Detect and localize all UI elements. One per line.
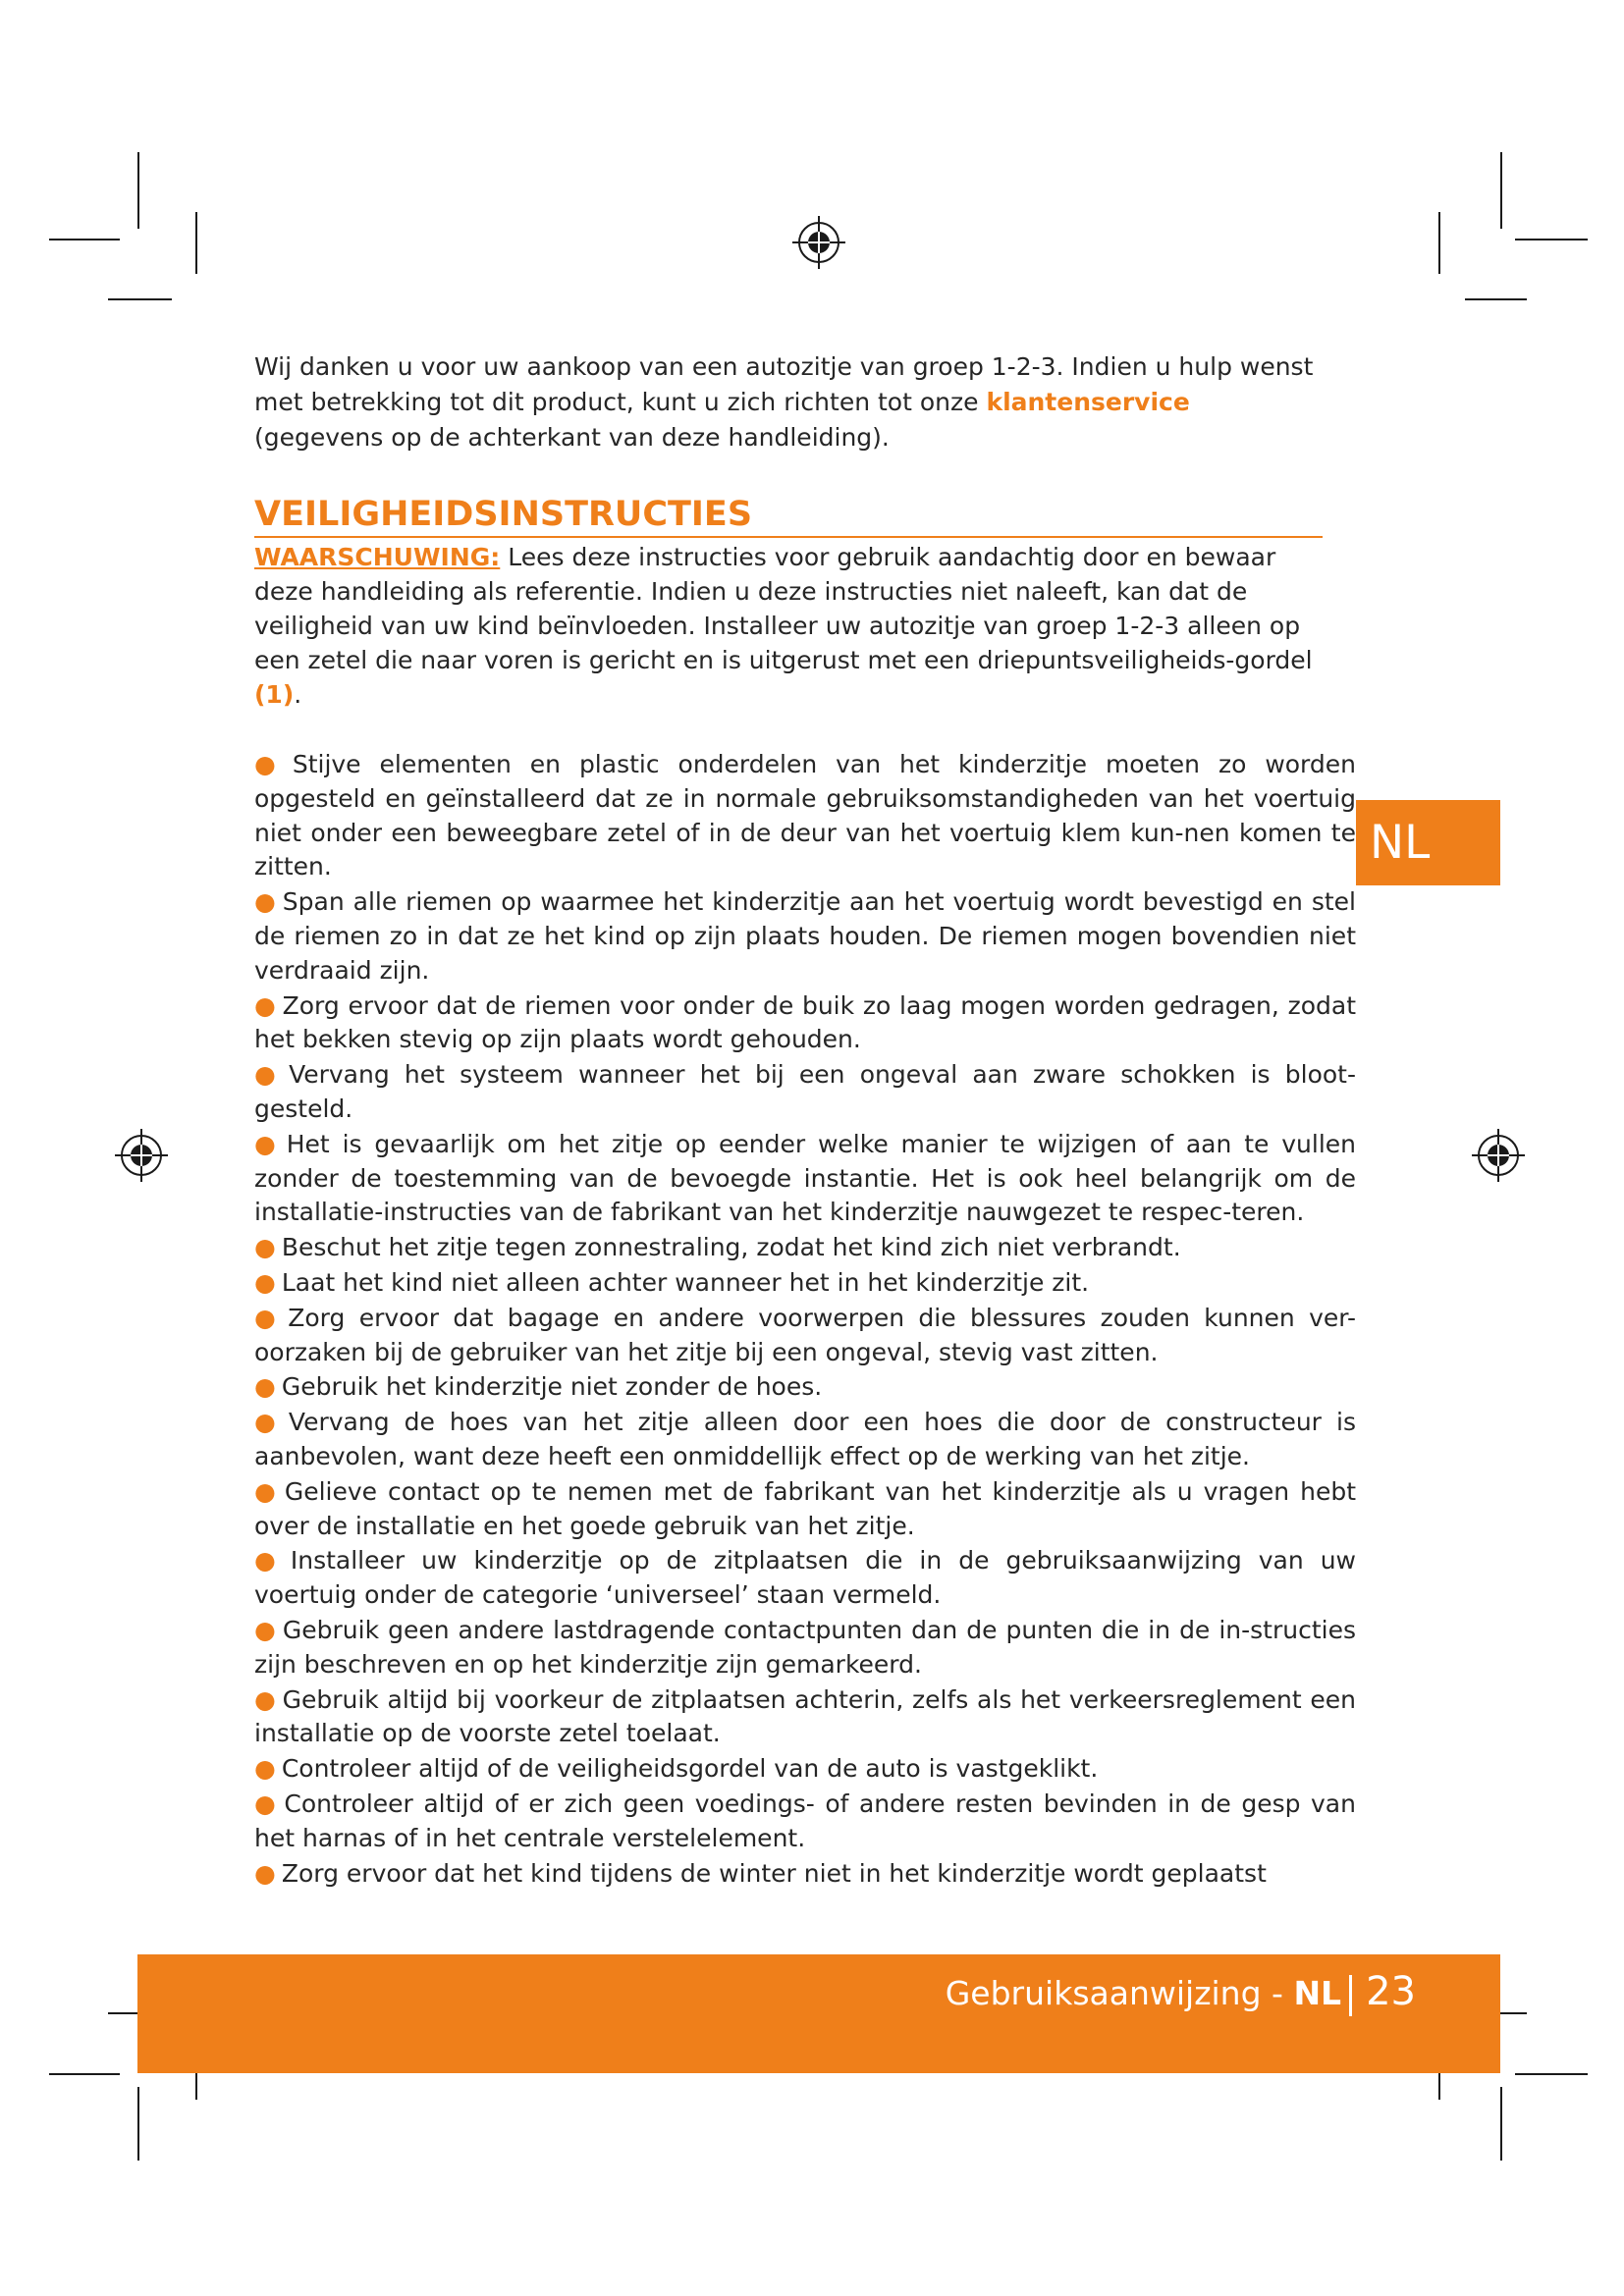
warning-text: Lees deze instructies voor gebruik aandachtig door en bewaar deze handleiding als referentie. Indien u deze instructies niet naleeft, kan dat de veiligheid van uw kind beïnvloeden. Installeer uw autozitje van groep 1-2-3 alleen op een zetel die naar voren is gericht en is uitgerust met een driepuntsveiligheids-gordel bbox=[254, 543, 1313, 674]
warning-paragraph bbox=[254, 540, 1323, 712]
bullet-item bbox=[254, 1683, 1356, 1752]
bullet-dot-icon: ● bbox=[254, 1546, 285, 1575]
crop-mark bbox=[1515, 239, 1588, 240]
intro-text: Wij danken u voor uw aankoop van een autozitje van groep 1-2-3. Indien u hulp wenst met betrekking tot dit product, kunt u zich richten tot onze bbox=[254, 352, 1314, 416]
footer-language: NL bbox=[1293, 1974, 1342, 2012]
bullet-text: Vervang het systeem wanneer het bij een ongeval aan zware schokken is bloot-gesteld. bbox=[254, 1060, 1356, 1123]
bullet-item bbox=[254, 1370, 1356, 1405]
registration-mark-icon bbox=[792, 216, 845, 269]
bullet-item bbox=[254, 1128, 1356, 1230]
bullet-text: Zorg ervoor dat de riemen voor onder de buik zo laag mogen worden gedragen, zodat het bekken stevig op zijn plaats wordt gehouden. bbox=[254, 990, 1356, 1054]
registration-mark-icon bbox=[1472, 1129, 1525, 1182]
registration-mark-icon bbox=[115, 1129, 168, 1182]
crop-mark bbox=[195, 212, 197, 274]
bullet-text: Zorg ervoor dat bagage en andere voorwerpen die blessures zouden kunnen ver-oorzaken bij de gebruiker van het zitje bij een ongeval, stevig vast zitten. bbox=[254, 1303, 1356, 1366]
language-tab: NL bbox=[1356, 800, 1500, 885]
bullet-dot-icon: ● bbox=[254, 1267, 276, 1297]
bullet-text: Controleer altijd of er zich geen voedings- of andere resten bevinden in de gesp van het harnas of in het centrale verstelelement. bbox=[254, 1789, 1356, 1852]
bullet-item bbox=[254, 1752, 1356, 1787]
intro-text-end: (gegevens op de achterkant van deze handleiding). bbox=[254, 423, 890, 452]
bullet-text: Controleer altijd of de veiligheidsgordel van de auto is vastgeklikt. bbox=[281, 1754, 1099, 1784]
bullet-dot-icon: ● bbox=[254, 1372, 276, 1402]
bullet-text: Span alle riemen op waarmee het kinderzitje aan het voertuig wordt bevestigd en stel de riemen zo in dat ze het kind op zijn plaats houden. De riemen mogen bovendien niet verdraaid zijn. bbox=[254, 887, 1356, 985]
bullet-item bbox=[254, 1788, 1356, 1856]
crop-mark bbox=[1500, 152, 1502, 229]
bullet-dot-icon: ● bbox=[254, 1060, 284, 1090]
bullet-dot-icon: ● bbox=[254, 1408, 283, 1437]
bullet-item bbox=[254, 1266, 1356, 1301]
crop-mark bbox=[49, 239, 120, 240]
crop-mark bbox=[1515, 2073, 1588, 2075]
bullet-text: Gebruik geen andere lastdragende contactpunten dan de punten die in de in-structies zijn beschreven en op het kinderzitje zijn gemarkeerd. bbox=[254, 1615, 1356, 1679]
bullet-text: Vervang de hoes van het zitje alleen door een hoes die door de constructeur is aanbevolen, want deze heeft een onmiddellijk effect op de werking van het zitje. bbox=[254, 1408, 1356, 1470]
crop-mark bbox=[49, 2073, 120, 2075]
bullet-dot-icon: ● bbox=[254, 1789, 279, 1818]
crop-mark bbox=[108, 298, 172, 300]
bullet-item bbox=[254, 989, 1356, 1058]
bullet-dot-icon: ● bbox=[254, 1858, 276, 1888]
bullet-item bbox=[254, 1058, 1356, 1127]
footer-band bbox=[137, 1954, 1500, 2073]
crop-mark bbox=[1500, 2087, 1502, 2161]
bullet-item bbox=[254, 1231, 1356, 1265]
bullet-dot-icon: ● bbox=[254, 1129, 281, 1158]
bullet-text: Gebruik altijd bij voorkeur de zitplaatsen achterin, zelfs als het verkeersreglement een installatie op de voorste zetel toelaat. bbox=[254, 1684, 1356, 1748]
bullet-dot-icon: ● bbox=[254, 1684, 277, 1714]
footer-manual-label: Gebruiksaanwijzing - bbox=[945, 1974, 1294, 2012]
footer-separator bbox=[1349, 1975, 1352, 2016]
bullet-text: Zorg ervoor dat het kind tijdens de winter niet in het kinderzitje wordt geplaatst bbox=[281, 1858, 1267, 1888]
crop-mark bbox=[1465, 298, 1527, 300]
bullet-text: Laat het kind niet alleen achter wanneer het in het kinderzitje zit. bbox=[281, 1267, 1090, 1297]
bullet-dot-icon: ● bbox=[254, 1303, 283, 1332]
bullet-dot-icon: ● bbox=[254, 1754, 276, 1784]
bullet-dot-icon: ● bbox=[254, 887, 277, 917]
bullet-text: Stijve elementen en plastic onderdelen van het kinderzitje moeten zo worden opgesteld en geïnstalleerd dat ze in normale gebruiksomstandigheden van het voertuig niet onder een beweegbare zetel of in de deur van het voertuig klem kun-nen komen te zitten. bbox=[254, 750, 1356, 881]
section-title: VEILIGHEIDSINSTRUCTIES bbox=[254, 493, 1323, 538]
crop-mark bbox=[137, 2087, 139, 2161]
customer-service-link: klantenservice bbox=[986, 388, 1190, 416]
bullet-dot-icon: ● bbox=[254, 990, 277, 1020]
bullet-item bbox=[254, 1302, 1356, 1370]
crop-mark bbox=[1438, 212, 1440, 274]
figure-reference: (1) bbox=[254, 680, 295, 709]
warning-end: . bbox=[294, 680, 302, 709]
bullet-dot-icon: ● bbox=[254, 1233, 276, 1262]
page-number: 23 bbox=[1366, 1969, 1416, 2014]
bullet-text: Gebruik het kinderzitje niet zonder de hoes. bbox=[281, 1372, 823, 1402]
safety-bullet-list bbox=[254, 748, 1356, 1892]
footer-text bbox=[946, 1970, 1416, 2016]
bullet-item bbox=[254, 748, 1356, 884]
bullet-text: Beschut het zitje tegen zonnestraling, zodat het kind zich niet verbrandt. bbox=[281, 1233, 1181, 1262]
bullet-text: Het is gevaarlijk om het zitje op eender welke manier te wijzigen of aan te vullen zonder de toestemming van de bevoegde instantie. Het is ook heel belangrijk om de installatie-instructies van de fabrikant van het kinderzitje nauwgezet te respec-teren. bbox=[254, 1129, 1356, 1227]
bullet-item bbox=[254, 1406, 1356, 1474]
bullet-dot-icon: ● bbox=[254, 1476, 279, 1506]
bullet-item bbox=[254, 1857, 1356, 1892]
bullet-text: Gelieve contact op te nemen met de fabrikant van het kinderzitje als u vragen hebt over de installatie en het goede gebruik van het zitje. bbox=[254, 1476, 1356, 1540]
bullet-dot-icon: ● bbox=[254, 750, 287, 778]
bullet-item bbox=[254, 1475, 1356, 1544]
bullet-item bbox=[254, 1614, 1356, 1682]
intro-paragraph bbox=[254, 349, 1325, 455]
bullet-dot-icon: ● bbox=[254, 1615, 277, 1644]
crop-mark bbox=[137, 152, 139, 229]
bullet-item bbox=[254, 885, 1356, 988]
bullet-text: Installeer uw kinderzitje op de zitplaatsen die in de gebruiksaanwijzing van uw voertuig onder de categorie ‘universeel’ staan vermeld. bbox=[254, 1546, 1356, 1610]
warning-label: WAARSCHUWING: bbox=[254, 543, 501, 571]
bullet-item bbox=[254, 1544, 1356, 1613]
